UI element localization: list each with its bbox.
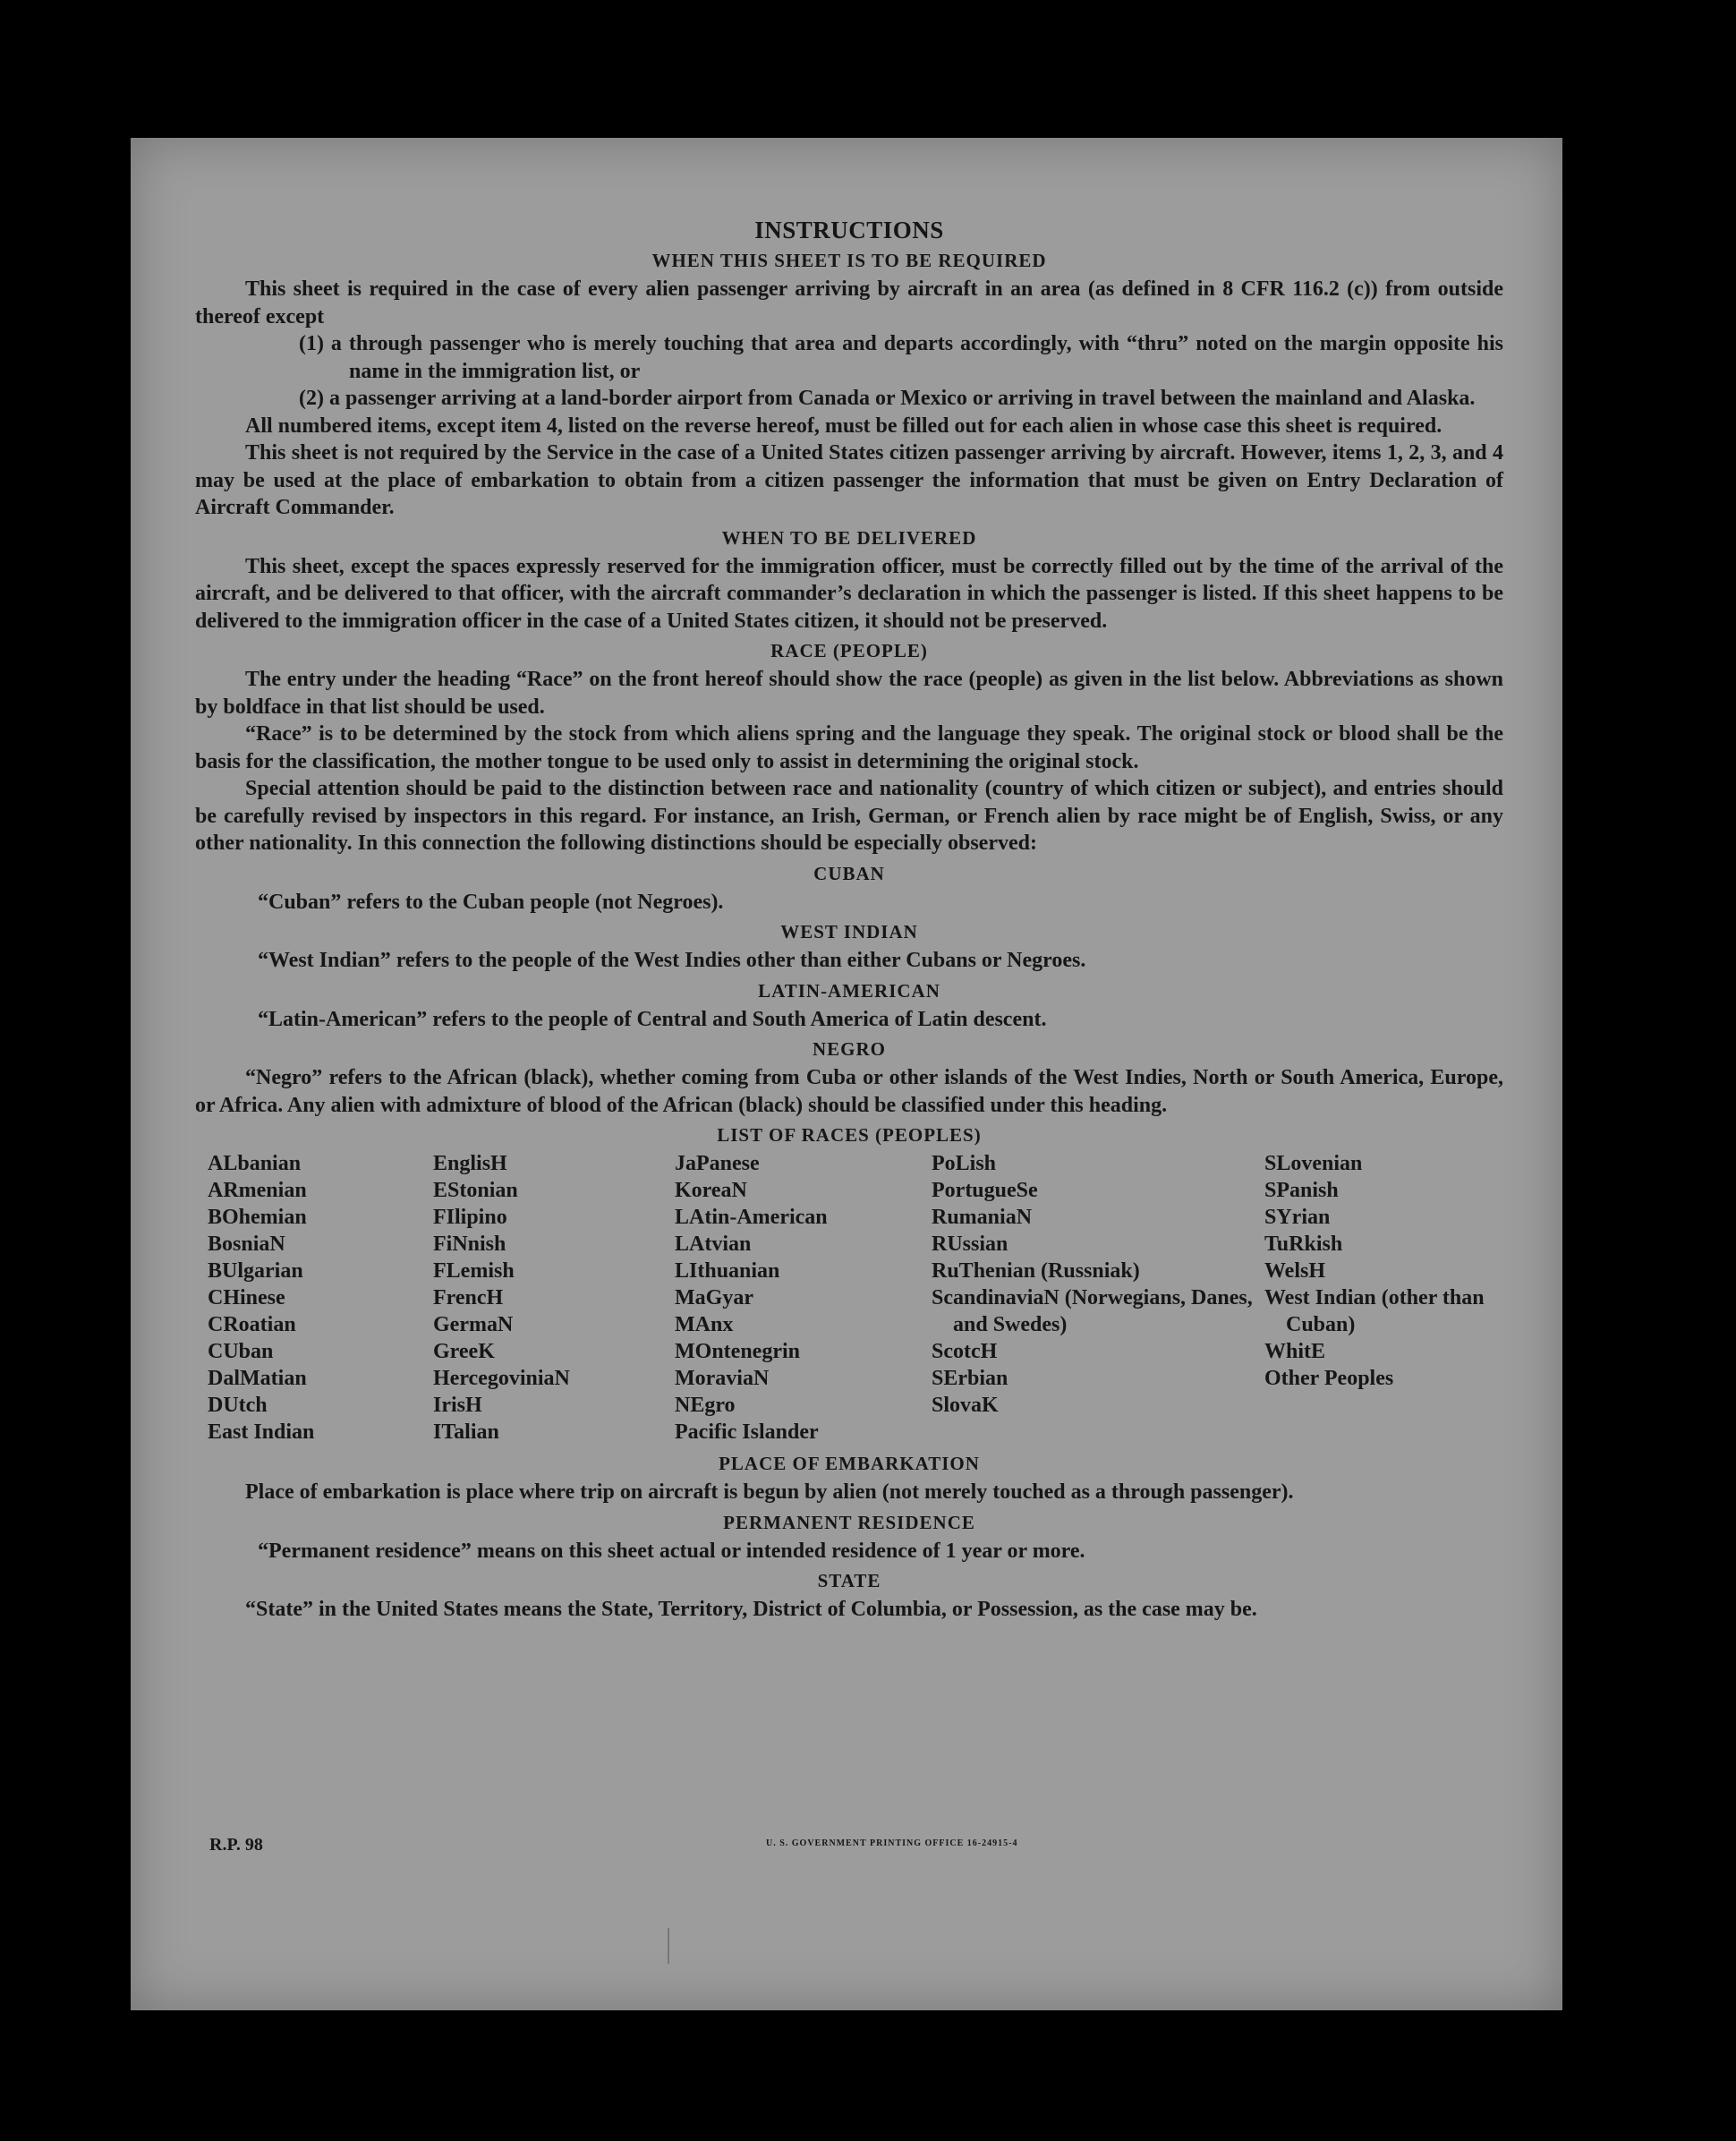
- printer-line: U. S. GOVERNMENT PRINTING OFFICE 16-24915-4: [766, 1838, 1018, 1848]
- list-item: CUban: [208, 1340, 274, 1363]
- heading-negro: NEGRO: [812, 1038, 886, 1060]
- heading-place-of-embarkation: PLACE OF EMBARKATION: [719, 1453, 980, 1474]
- paragraph: “State” in the United States means the State, Territory, District of Columbia, or Possession, as the case may be.: [245, 1598, 1257, 1621]
- list-item: ScandinaviaN (Norwegians, Danes, and Swedes): [932, 1286, 1253, 1336]
- heading-permanent-residence: PERMANENT RESIDENCE: [723, 1511, 975, 1533]
- list-item: SYrian: [1264, 1206, 1331, 1229]
- paragraph: Place of embarkation is place where trip on aircraft is begun by alien (not merely touched as a through passenger).: [245, 1480, 1294, 1504]
- races-column-4: [932, 1150, 1264, 1446]
- list-item: MAnx: [675, 1313, 734, 1336]
- list-item: CRoatian: [208, 1313, 296, 1336]
- list-item: FLemish: [433, 1259, 515, 1283]
- races-column-5: [1264, 1150, 1516, 1446]
- list-item: FiNnish: [433, 1233, 506, 1256]
- list-item: KoreaN: [675, 1179, 747, 1202]
- list-item: SPanish: [1264, 1179, 1339, 1202]
- heading-when-required: WHEN THIS SHEET IS TO BE REQUIRED: [651, 250, 1047, 271]
- paragraph: The entry under the heading “Race” on the front hereof should show the race (people) as given in the list below. Abbreviations as shown by boldface in that list should be used.: [195, 668, 1503, 719]
- list-item: DUtch: [208, 1394, 268, 1417]
- paragraph: All numbered items, except item 4, listed on the reverse hereof, must be filled out for each alien in whose case this sheet is required.: [245, 414, 1442, 438]
- list-item: IrisH: [433, 1394, 482, 1417]
- list-item: RUssian: [932, 1233, 1008, 1256]
- list-item: WelsH: [1264, 1259, 1326, 1283]
- heading-race: RACE (PEOPLE): [770, 640, 928, 661]
- list-item: SErbian: [932, 1367, 1008, 1390]
- list-item: West Indian (other than Cuban): [1264, 1286, 1485, 1336]
- list-item: MoraviaN: [675, 1367, 770, 1390]
- heading-cuban: CUBAN: [813, 862, 885, 884]
- list-item: GreeK: [433, 1340, 495, 1363]
- races-column-2: [433, 1150, 675, 1446]
- list-item: Other Peoples: [1264, 1367, 1394, 1390]
- races-list: [208, 1150, 1503, 1446]
- list-item: FIlipino: [433, 1206, 507, 1229]
- fold-mark: [668, 1928, 669, 1964]
- paragraph: This sheet is not required by the Service in the case of a United States citizen passenger arriving by aircraft. However, items 1, 2, 3, and 4 may be used at the place of embarkation to obtain from a citizen passenger the information that must be given on Entry Declaration of Aircraft Commander.: [195, 441, 1503, 519]
- list-item: ALbanian: [208, 1152, 302, 1175]
- paragraph: Special attention should be paid to the distinction between race and nationality (country of which citizen or subject), and entries should be carefully revised by inspectors in this regard. For instance, an Irish, German, or French alien by race might be of English, Swiss, or any other nationality. In this connection the following distinctions should be especially observed:: [195, 777, 1503, 855]
- list-item: JaPanese: [675, 1152, 760, 1175]
- list-item: BosniaN: [208, 1233, 285, 1256]
- paragraph: “Permanent residence” means on this sheet actual or intended residence of 1 year or more.: [258, 1539, 1085, 1563]
- races-column-1: [208, 1150, 433, 1446]
- list-item: RumaniaN: [932, 1206, 1033, 1229]
- list-item: MaGyar: [675, 1286, 753, 1309]
- paragraph: “Latin-American” refers to the people of Central and South America of Latin descent.: [258, 1007, 1047, 1031]
- list-item: CHinese: [208, 1286, 285, 1309]
- heading-latin-american: LATIN-AMERICAN: [758, 979, 940, 1002]
- list-item: BOhemian: [208, 1206, 307, 1229]
- heading-list-of-races: LIST OF RACES (PEOPLES): [717, 1124, 982, 1146]
- paragraph: “Cuban” refers to the Cuban people (not Negroes).: [258, 890, 724, 914]
- list-item: ScotcH: [932, 1340, 998, 1363]
- list-item: LAtin-American: [675, 1206, 828, 1229]
- list-item: HercegoviniaN: [433, 1367, 570, 1390]
- list-item: GermaN: [433, 1313, 514, 1336]
- paragraph: “Negro” refers to the African (black), whether coming from Cuba or other islands of the West Indies, North or South America, Europe, or Africa. Any alien with admixture of blood of the African (black) should be classified under this heading.: [195, 1066, 1503, 1117]
- list-item: SlovaK: [932, 1394, 999, 1417]
- races-column-3: [675, 1150, 932, 1446]
- list-item: PortugueSe: [932, 1179, 1038, 1202]
- list-item: MOntenegrin: [675, 1340, 800, 1363]
- paragraph: This sheet is required in the case of every alien passenger arriving by aircraft in an area (as defined in 8 CFR 116.2 (c)) from outside thereof except: [195, 277, 1503, 328]
- list-item: (2) a passenger arriving at a land-border airport from Canada or Mexico or arriving in travel between the mainland and Alaska.: [299, 387, 1476, 410]
- paragraph: This sheet, except the spaces expressly reserved for the immigration officer, must be correctly filled out by the time of the arrival of the aircraft, and be delivered to that officer, with the aircraft commander’s declaration in which the passenger is listed. If this sheet happens to be delivered to the immigration officer in the case of a United States citizen, it should not be preserved.: [195, 554, 1503, 633]
- paragraph: “West Indian” refers to the people of the West Indies other than either Cubans or Negroes.: [258, 949, 1086, 972]
- list-item: Pacific Islander: [675, 1420, 819, 1444]
- list-item: East Indian: [208, 1420, 315, 1444]
- document-title: INSTRUCTIONS: [754, 217, 944, 243]
- heading-when-delivered: WHEN TO BE DELIVERED: [721, 526, 977, 549]
- paragraph: “Race” is to be determined by the stock from which aliens spring and the language they speak. The original stock or blood shall be the basis for the classification, the mother tongue to be used only to assist in determining the original stock.: [195, 722, 1503, 773]
- list-item: EStonian: [433, 1179, 518, 1202]
- list-item: (1) a through passenger who is merely touching that area and departs accordingly, with “thru” noted on the margin opposite his name in the immigration list, or: [299, 332, 1503, 383]
- list-item: WhitE: [1264, 1340, 1326, 1363]
- form-code: R.P. 98: [209, 1835, 263, 1855]
- list-item: ARmenian: [208, 1179, 307, 1202]
- document-sheet: [131, 138, 1562, 2010]
- list-item: PoLish: [932, 1152, 997, 1175]
- list-item: ITalian: [433, 1420, 499, 1444]
- list-item: SLovenian: [1264, 1152, 1363, 1175]
- list-item: EnglisH: [433, 1152, 507, 1175]
- list-item: RuThenian (Russniak): [932, 1259, 1140, 1283]
- list-item: DalMatian: [208, 1367, 307, 1390]
- heading-state: STATE: [817, 1570, 881, 1591]
- list-item: BUlgarian: [208, 1259, 303, 1283]
- list-item: TuRkish: [1264, 1233, 1343, 1256]
- list-item: LAtvian: [675, 1233, 752, 1256]
- document-body: [195, 217, 1503, 1624]
- list-item: LIthuanian: [675, 1259, 780, 1283]
- list-item: FrencH: [433, 1286, 504, 1309]
- list-item: NEgro: [675, 1394, 736, 1417]
- heading-west-indian: WEST INDIAN: [780, 921, 918, 943]
